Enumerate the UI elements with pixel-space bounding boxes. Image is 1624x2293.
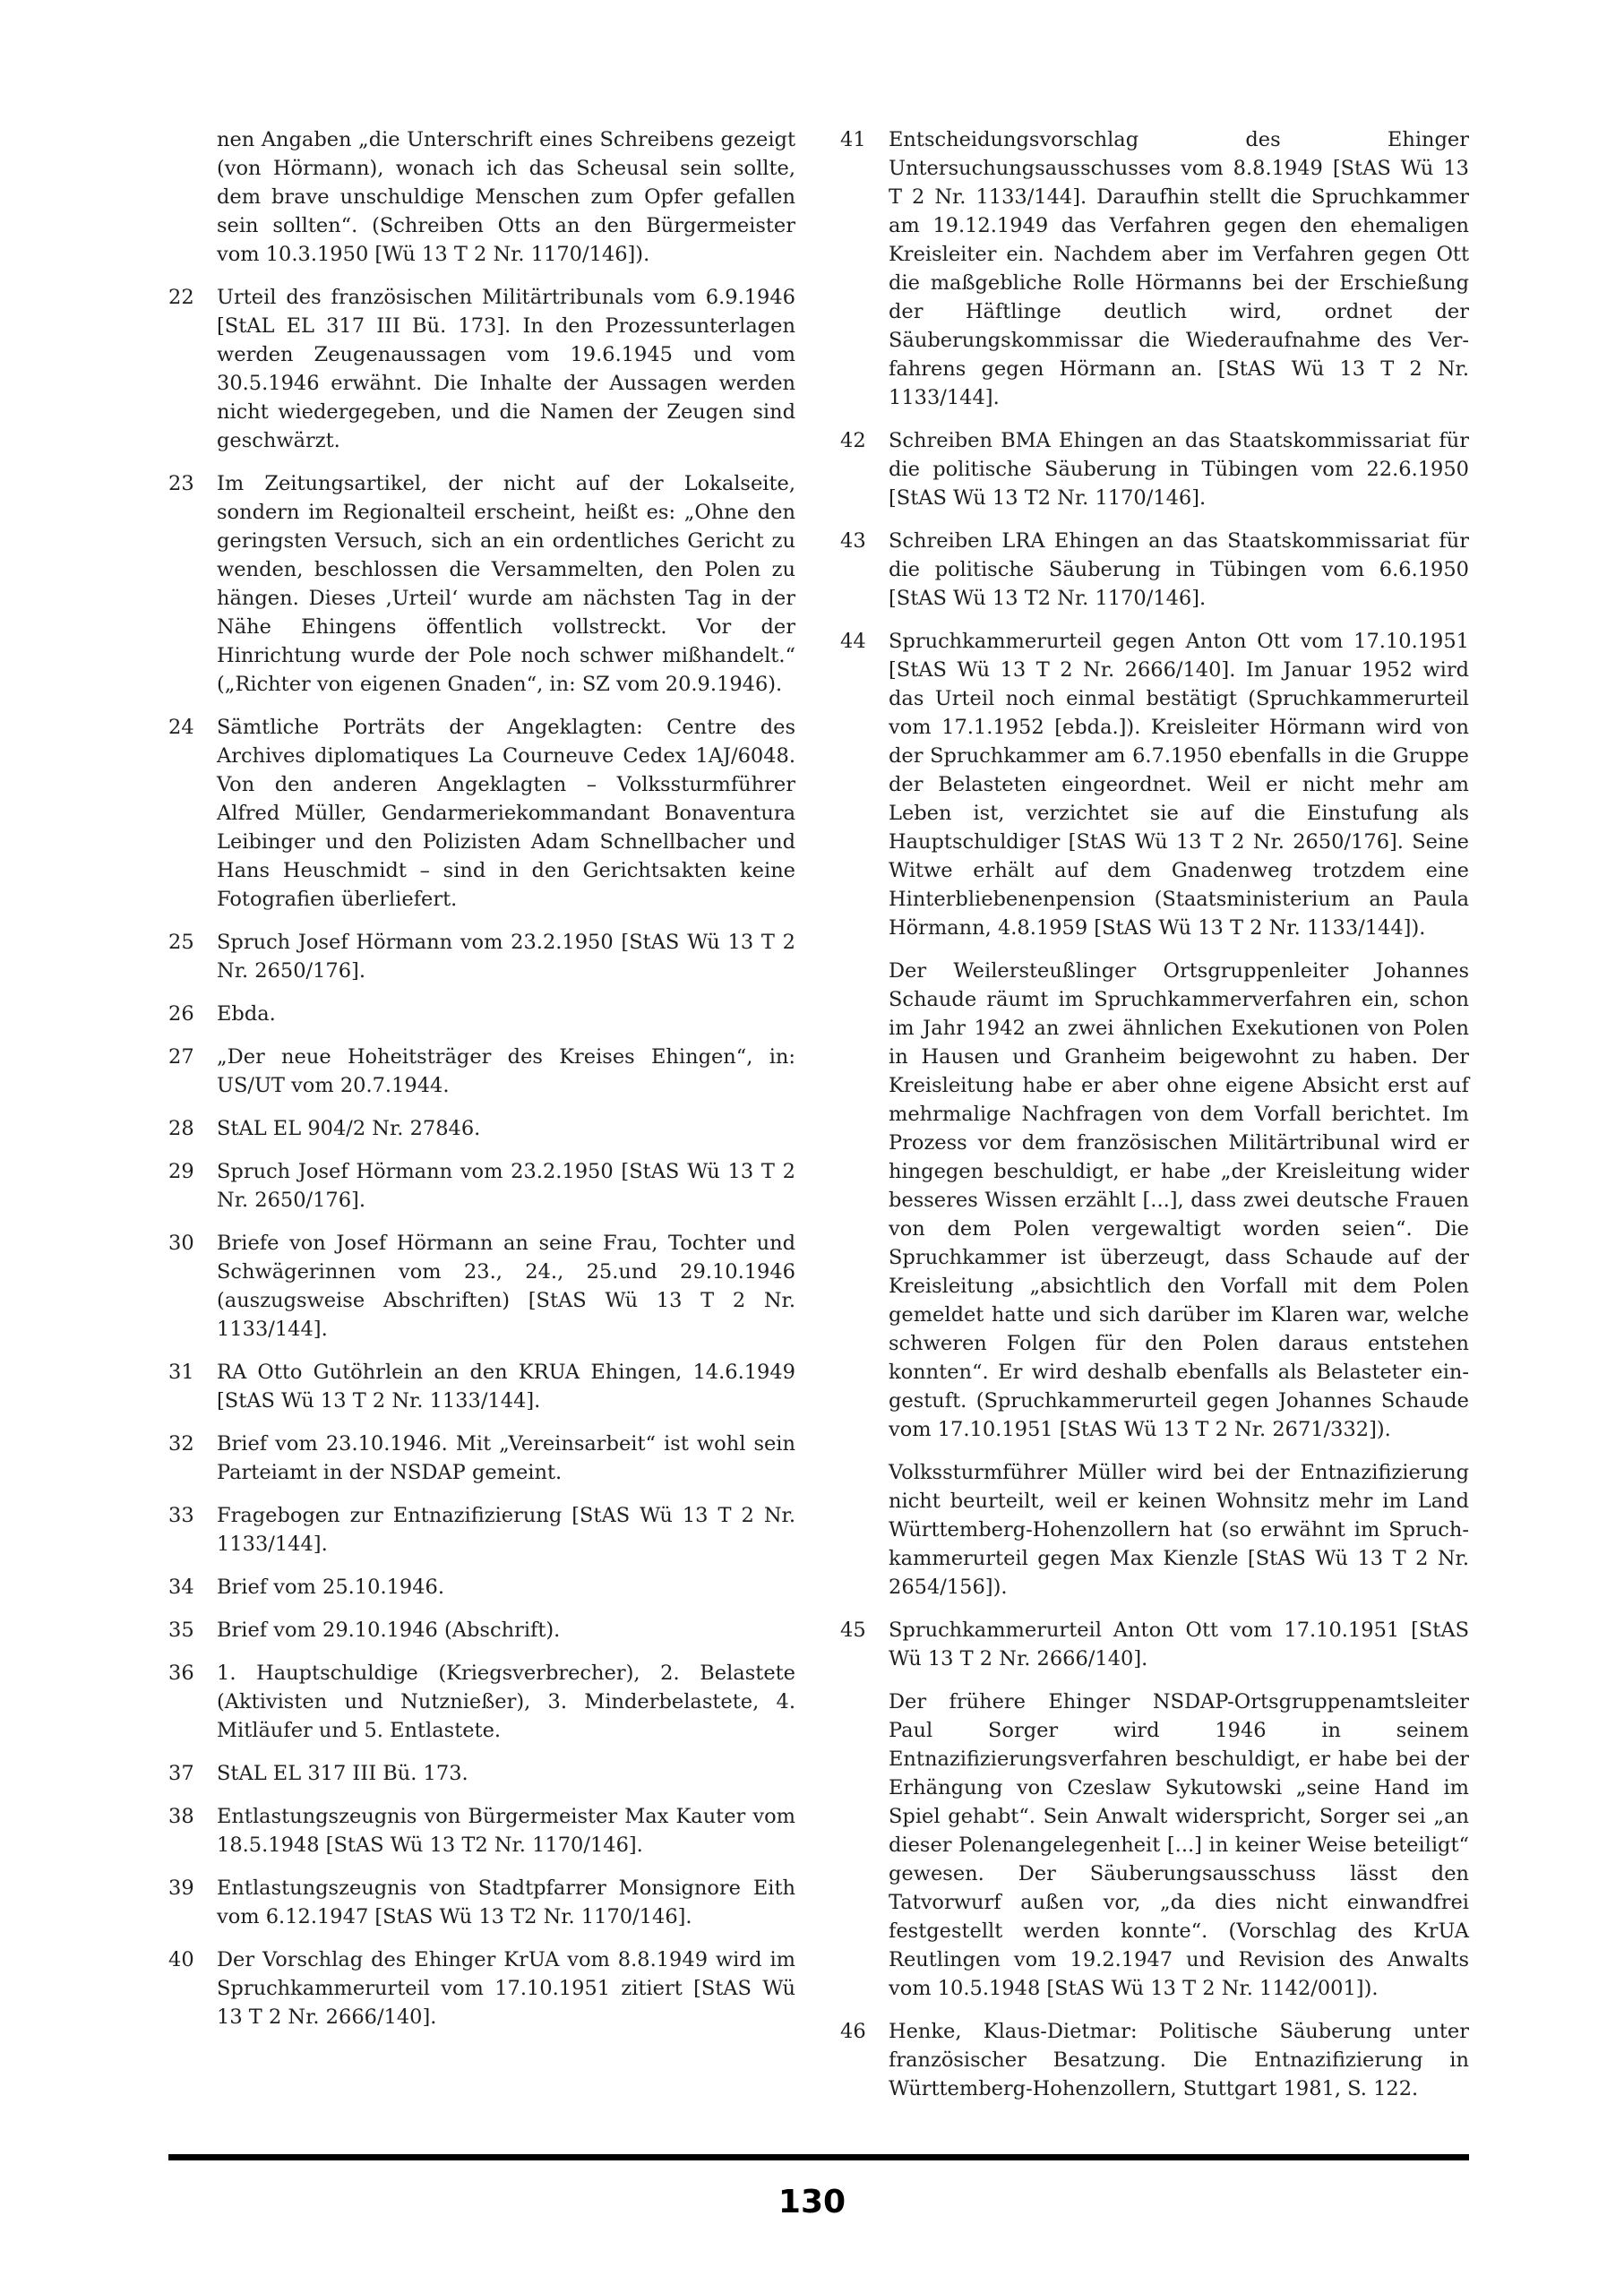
footnote-37	[168, 1759, 795, 1788]
footnote-number: 24	[168, 716, 194, 739]
footnote-22	[168, 283, 795, 455]
footnote-text: Urteil des französischen Militärtribunals vom 6.9.1946 [StAL EL 317 III Bü. 173]. In den Prozessunterlagen werden Zeugenaussagen vom 19.6.1945 und vom 30.5.1946 erwähnt. Die Inhalte der Aussagen werden nicht wiedergegeben, und die Namen der Zeugen sind geschwärzt.	[217, 286, 795, 452]
footnote-list	[840, 125, 1469, 2103]
footnote-41	[840, 125, 1469, 412]
footnote-24	[168, 713, 795, 914]
footnote-number: 25	[168, 931, 194, 954]
footnote-36	[168, 1659, 795, 1745]
footnote-45	[840, 1616, 1469, 2003]
footnote-number: 34	[168, 1576, 194, 1599]
footnote-number: 33	[168, 1504, 194, 1527]
footnote-30	[168, 1229, 795, 1344]
footnote-40	[168, 1945, 795, 2031]
footnote-text: Schreiben BMA Ehingen an das Staatskommissariat für die politische Säuberung in Tübingen vom 22.6.1950 [StAS Wü 13 T2 Nr. 1170/146].	[889, 429, 1469, 510]
footnote-number: 36	[168, 1662, 194, 1685]
footnote-number: 35	[168, 1619, 194, 1642]
right-column	[840, 125, 1469, 2117]
footnote-number: 40	[168, 1948, 194, 1971]
footnote-44	[840, 627, 1469, 1602]
footnote-text: Entlastungszeugnis von Bürgermeister Max Kauter vom 18.5.1948 [StAS Wü 13 T2 Nr. 1170/146].	[217, 1805, 795, 1857]
footnote-text: Sämtliche Porträts der Angeklagten: Centre des Archives diplomatiques La Courneuve Cedex 1AJ/6048. Von den anderen Angeklagten – Volkssturmführer Alfred Müller, Gendarmeriekommandant Bonaventura Leibinger und den Polizisten Adam Schnellbacher und Hans Heuschmidt – sind in den Gerichtsakten keine Fotografien überliefert.	[217, 716, 795, 911]
footnote-29	[168, 1157, 795, 1215]
footnote-text: Der Vorschlag des Ehinger KrUA vom 8.8.1949 wird im Spruchkammerurteil vom 17.10.1951 zitiert [StAS Wü 13 T 2 Nr. 2666/140].	[217, 1948, 795, 2029]
footnote-text: RA Otto Gutöhrlein an den KRUA Ehingen, 14.6.1949 [StAS Wü 13 T 2 Nr. 1133/144].	[217, 1361, 795, 1413]
footnote-43	[840, 527, 1469, 613]
footnote-text: nen Angaben „die Unterschrift eines Schreibens gezeigt (von Hörmann), wonach ich das Scheusal sein sollte, dem brave unschuldige Menschen zum Opfer gefallen sein sollten“. (Schreiben Otts an den Bürgermeister vom 10.3.1950 [Wü 13 T 2 Nr. 1170/146]).	[217, 128, 795, 266]
footnote-text: Der frühere Ehinger NSDAP-Ortsgruppenamtsleiter Paul Sorger wird 1946 in seinem Entnazifizierungsverfahren beschuldigt, er habe bei der Erhängung von Czeslaw Sykutowski „seine Hand im Spiel gehabt“. Sein Anwalt widerspricht, Sorger sei „an dieser Polenangelegenheit [...] in keiner Weise beteiligt“ gewesen. Der Säuberungsausschuss lässt den Tatvorwurf außen vor, „da dies nicht einwandfrei festgestellt werden konnte“. (Vorschlag des KrUA Reutlingen vom 19.2.1947 und Revision des Anwalts vom 10.5.1948 [StAS Wü 13 T 2 Nr. 1142/001]).	[889, 1690, 1469, 2000]
footnote-38	[168, 1802, 795, 1859]
footnote-text: Fragebogen zur Entnazifizierung [StAS Wü 13 T 2 Nr. 1133/144].	[217, 1504, 795, 1556]
footnote-text: Volkssturmführer Müller wird bei der Entnazifizierung nicht beurteilt, weil er keinen Wohnsitz mehr im Land Württemberg-Hohenzollern hat (so erwähnt im Spruchkammerurteil gegen Max Kienzle [StAS Wü 13 T 2 Nr. 2654/156]).	[889, 1461, 1469, 1599]
footnote-number: 39	[168, 1876, 194, 1900]
footnote-31	[168, 1358, 795, 1415]
footnote-text: Im Zeitungsartikel, der nicht auf der Lokalseite, sondern im Regionalteil erscheint, heißt es: „Ohne den geringsten Versuch, sich an ein ordentliches Gericht zu wenden, beschlossen die Versammelten, den Polen zu hängen. Dieses ‚Urteil‘ wurde am nächsten Tag in der Nähe Ehingens öffentlich vollstreckt. Vor der Hinrichtung wurde der Pole noch schwer mißhandelt.“ („Richter von eigenen Gnaden“, in: SZ vom 20.9.1946).	[217, 472, 795, 696]
footnote-text: Brief vom 29.10.1946 (Abschrift).	[217, 1619, 561, 1642]
footnote-25	[168, 928, 795, 985]
footnote-number: 27	[168, 1045, 194, 1069]
left-column	[168, 125, 795, 2046]
footnote-list	[168, 283, 795, 2031]
footnote-text: Briefe von Josef Hörmann an seine Frau, Tochter und Schwägerinnen vom 23., 24., 25.und 29.10.1946 (auszugsweise Abschriften) [StAS Wü 13 T 2 Nr. 1133/144].	[217, 1232, 795, 1341]
footnote-number: 46	[840, 2020, 866, 2043]
footnote-number: 45	[840, 1619, 866, 1642]
footnote-text: Spruch Josef Hörmann vom 23.2.1950 [StAS Wü 13 T 2 Nr. 2650/176].	[217, 1160, 795, 1212]
footnote-42	[840, 426, 1469, 512]
footnote-text: Spruchkammerurteil Anton Ott vom 17.10.1951 [StAS Wü 13 T 2 Nr. 2666/140].	[889, 1619, 1469, 1670]
footer-rule	[168, 2154, 1469, 2160]
footnote-number: 44	[840, 630, 866, 653]
page-number: 130	[778, 2184, 846, 2220]
footnote-text: Brief vom 23.10.1946. Mit „Vereinsarbeit“ ist wohl sein Parteiamt in der NSDAP gemeint.	[217, 1432, 795, 1484]
footnote-26	[168, 1000, 795, 1028]
footnote-text: 1. Hauptschuldige (Kriegsverbrecher), 2. Belastete (Aktivisten und Nutznießer), 3. Minderbelastete, 4. Mitläufer und 5. Entlastete.	[217, 1662, 795, 1742]
footnote-35	[168, 1616, 795, 1645]
footnote-23	[168, 469, 795, 699]
footnote-text: Entlastungszeugnis von Stadtpfarrer Monsignore Eith vom 6.12.1947 [StAS Wü 13 T2 Nr. 1170/146].	[217, 1876, 795, 1928]
footnote-28	[168, 1114, 795, 1143]
footnote-number: 30	[168, 1232, 194, 1255]
footnote-number: 42	[840, 429, 866, 452]
footnote-continuation	[168, 125, 795, 269]
footnote-34	[168, 1573, 795, 1602]
footnote-number: 31	[168, 1361, 194, 1384]
footnote-27	[168, 1043, 795, 1100]
footnote-number: 43	[840, 529, 866, 553]
footnote-number: 37	[168, 1762, 194, 1785]
footnote-number: 38	[168, 1805, 194, 1828]
footnote-number: 23	[168, 472, 194, 495]
footnote-number: 28	[168, 1117, 194, 1140]
footnote-text: Henke, Klaus-Dietmar: Politische Säuberung unter französischer Besatzung. Die Entnazifizierung in Württemberg-Hohenzollern, Stuttgart 1981, S. 122.	[889, 2020, 1469, 2100]
footnote-number: 22	[168, 286, 194, 309]
footnote-text: Schreiben LRA Ehingen an das Staatskommissariat für die politische Säuberung in Tübingen vom 6.6.1950 [StAS Wü 13 T2 Nr. 1170/146].	[889, 529, 1469, 610]
footnote-number: 32	[168, 1432, 194, 1456]
footnote-text: Ebda.	[217, 1002, 276, 1026]
footnote-text: Brief vom 25.10.1946.	[217, 1576, 445, 1599]
footnote-39	[168, 1874, 795, 1931]
footnote-number: 26	[168, 1002, 194, 1026]
footnote-32	[168, 1430, 795, 1487]
footnote-text: Der Weilersteußlinger Ortsgruppenleiter Johannes Schaude räumt im Spruchkammerverfahren ein, schon im Jahr 1942 an zwei ähnlichen Exekutionen von Polen in Hausen und Granheim beigewohnt zu haben. Der Kreisleitung habe er aber ohne eigene Absicht erst auf mehrmalige Nachfragen von dem Vorfall berichtet. Im Prozess vor dem französischen Militärtribunal wird er hingegen beschuldigt, er habe „der Kreisleitung wider besseres Wissen erzählt [...], dass zwei deutsche Frauen von dem Polen vergewaltigt worden seien“. Die Spruchkammer ist überzeugt, dass Schaude auf der Kreisleitung „absichtlich den Vorfall mit dem Polen gemeldet hatte und sich darüber im Klaren war, welche schweren Folgen für den Polen daraus entstehen konnten“. Er wird deshalb ebenfalls als Belasteter eingestuft. (Spruchkammerurteil gegen Johannes Schaude vom 17.10.1951 [StAS Wü 13 T 2 Nr. 2671/332]).	[889, 959, 1469, 1441]
footnote-number: 41	[840, 128, 866, 151]
footnote-33	[168, 1501, 795, 1559]
footnote-text: Entscheidungsvorschlag des Ehinger Untersuchungsausschusses vom 8.8.1949 [StAS Wü 13 T 2 Nr. 1133/144]. Daraufhin stellt die Spruchkammer am 19.12.1949 das Verfahren gegen den ehemaligen Kreisleiter ein. Nachdem aber im Verfahren gegen Ott die maßgebliche Rolle Hörmanns bei der Erschießung der Häftlinge deutlich wird, ordnet der Säuberungskommissar die Wiederaufnahme des Verfahrens gegen Hörmann an. [StAS Wü 13 T 2 Nr. 1133/144].	[889, 128, 1469, 409]
footnote-text: Spruch Josef Hörmann vom 23.2.1950 [StAS Wü 13 T 2 Nr. 2650/176].	[217, 931, 795, 983]
footnote-text: „Der neue Hoheitsträger des Kreises Ehingen“, in: US/UT vom 20.7.1944.	[217, 1045, 795, 1097]
footnote-text: StAL EL 904/2 Nr. 27846.	[217, 1117, 481, 1140]
footnote-number: 29	[168, 1160, 194, 1183]
footnote-46	[840, 2017, 1469, 2103]
footnote-text: Spruchkammerurteil gegen Anton Ott vom 17.10.1951 [StAS Wü 13 T 2 Nr. 2666/140]. Im Januar 1952 wird das Urteil noch einmal bestätigt (Spruchkammerurteil vom 17.1.1952 [ebda.]). Kreisleiter Hörmann wird von der Spruchkammer am 6.7.1950 ebenfalls in die Gruppe der Belasteten eingeordnet. Weil er nicht mehr am Leben ist, verzichtet sie auf die Einstufung als Hauptschuldiger [StAS Wü 13 T 2 Nr. 2650/176]. Seine Witwe erhält auf dem Gnadenweg trotzdem eine Hinterbliebenenpension (Staatsministerium an Paula Hörmann, 4.8.1959 [StAS Wü 13 T 2 Nr. 1133/144]).	[889, 630, 1469, 940]
footnote-text: StAL EL 317 III Bü. 173.	[217, 1762, 468, 1785]
